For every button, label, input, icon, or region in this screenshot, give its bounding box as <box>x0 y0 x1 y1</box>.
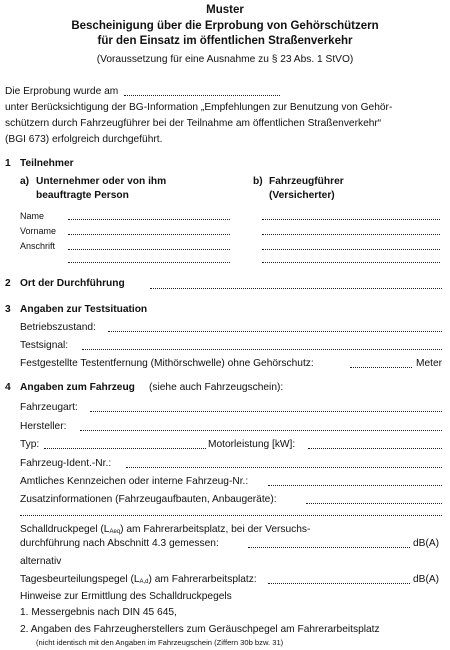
label-schalldruckpegel-line2: durchführung nach Abschnitt 4.3 gemessen: <box>20 538 219 549</box>
date-field[interactable] <box>124 95 280 96</box>
kennzeichen-field[interactable] <box>268 485 442 486</box>
section-4-title: Angaben zum Fahrzeug <box>20 382 135 393</box>
testsignal-field[interactable] <box>82 349 442 350</box>
document-note: (Voraussetzung für eine Ausnahme zu § 23 Abs. 1 StVO) <box>96 54 354 65</box>
anschrift-field-a[interactable] <box>68 249 230 250</box>
section-3-number: 3 <box>5 304 11 315</box>
betriebszustand-field[interactable] <box>108 331 442 332</box>
section-1-number: 1 <box>5 158 11 169</box>
intro-line3: schützern durch Fahrzeugführer bei der Teilnahme am öffentlichen Straßenverkehr“ <box>5 118 382 129</box>
label-motorleistung: Motorleistung [kW]: <box>208 439 296 450</box>
anschrift-field-a2[interactable] <box>68 262 230 263</box>
label-testentfernung: Festgestellte Testentfernung (Mithörschwelle) ohne Gehörschutz: <box>20 358 314 369</box>
label-schalldruckpegel: Schalldruckpegel $(L_{Aeq})$ am Fahrerarbeitsplatz, bei der Versuchs- <box>20 524 311 535</box>
unit-dba-2: dB(A) <box>413 574 440 585</box>
label-typ: Typ: <box>20 439 40 450</box>
fahrzeugart-field[interactable] <box>90 411 442 412</box>
section-1a-label: a) <box>20 176 30 187</box>
name-field-b[interactable] <box>262 219 440 220</box>
hersteller-field[interactable] <box>80 430 442 431</box>
unit-dba-1: dB(A) <box>413 538 440 549</box>
label-hersteller: Hersteller: <box>20 421 67 432</box>
zusatzinformationen-field[interactable] <box>306 503 442 504</box>
ort-field[interactable] <box>150 288 442 289</box>
typ-field[interactable] <box>44 448 206 449</box>
anschrift-field-b[interactable] <box>262 249 440 250</box>
tagesbeurteilungspegel-field[interactable] <box>268 583 410 584</box>
section-1b-label: b) <box>253 176 263 187</box>
name-field-a[interactable] <box>68 219 230 220</box>
testentfernung-field[interactable] <box>350 367 412 368</box>
label-ident-nr: Fahrzeug-Ident.-Nr.: <box>20 458 112 469</box>
hinweise-heading: Hinweise zur Ermittlung des Schalldruckpegels <box>20 591 232 602</box>
section-1-title: Teilnehmer <box>20 158 74 169</box>
section-1a-line1: Unternehmer oder von ihm <box>36 176 167 187</box>
motorleistung-field[interactable] <box>308 448 442 449</box>
vorname-field-b[interactable] <box>262 234 440 235</box>
label-testsignal: Testsignal: <box>20 340 69 351</box>
label-fahrzeugart: Fahrzeugart: <box>20 402 78 413</box>
intro-line4: (BGI 673) erfolgreich durchgeführt. <box>5 134 163 145</box>
vorname-field-a[interactable] <box>68 234 230 235</box>
ident-nr-field[interactable] <box>126 467 442 468</box>
anschrift-field-b2[interactable] <box>262 262 440 263</box>
section-2-title: Ort der Durchführung <box>20 278 125 289</box>
document-title: Muster <box>206 4 244 16</box>
label-tagesbeurteilungspegel: Tagesbeurteilungspegel $(L_{A,d})$ am Fahrerarbeitsplatz: <box>20 574 257 585</box>
intro-line1: Die Erprobung wurde am <box>5 86 119 97</box>
label-betriebszustand: Betriebszustand: <box>20 322 96 333</box>
label-name: Name <box>20 211 45 221</box>
section-3-title: Angaben zur Testsituation <box>20 304 148 315</box>
label-anschrift: Anschrift <box>20 241 56 251</box>
section-1b-line1: Fahrzeugführer <box>269 176 344 187</box>
label-zusatzinformationen: Zusatzinformationen (Fahrzeugaufbauten, Anbaugeräte): <box>20 494 277 505</box>
zusatzinformationen-field-2[interactable] <box>20 515 442 516</box>
intro-line2: unter Berücksichtigung der BG-Information „Empfehlungen zur Benutzung von Gehör- <box>5 102 393 113</box>
hinweis-item-1: 1. Messergebnis nach DIN 45 645, <box>20 607 177 618</box>
section-1b-line2: (Versicherter) <box>269 190 335 201</box>
hinweis-item-2: 2. Angaben des Fahrzeugherstellers zum Geräuschpegel am Fahrerarbeitsplatz <box>20 624 380 635</box>
document-subtitle-line2: für den Einsatz im öffentlichen Straßenverkehr <box>97 35 353 47</box>
schalldruckpegel-field[interactable] <box>248 547 410 548</box>
label-vorname: Vorname <box>20 226 57 236</box>
section-4-number: 4 <box>5 382 11 393</box>
section-4-title-suffix: (siehe auch Fahrzeugschein): <box>149 382 284 393</box>
label-alternativ: alternativ <box>20 556 62 567</box>
section-2-number: 2 <box>5 278 11 289</box>
unit-meter: Meter <box>416 358 443 369</box>
hinweis-item-2-note: (nicht identisch mit den Angaben im Fahrzeugschein (Ziffern 30b bzw. 31) <box>36 638 284 647</box>
label-kennzeichen: Amtliches Kennzeichen oder interne Fahrzeug-Nr.: <box>20 476 249 487</box>
section-1a-line2: beauftragte Person <box>36 190 129 201</box>
document-subtitle-line1: Bescheinigung über die Erprobung von Gehörschützern <box>71 20 379 32</box>
